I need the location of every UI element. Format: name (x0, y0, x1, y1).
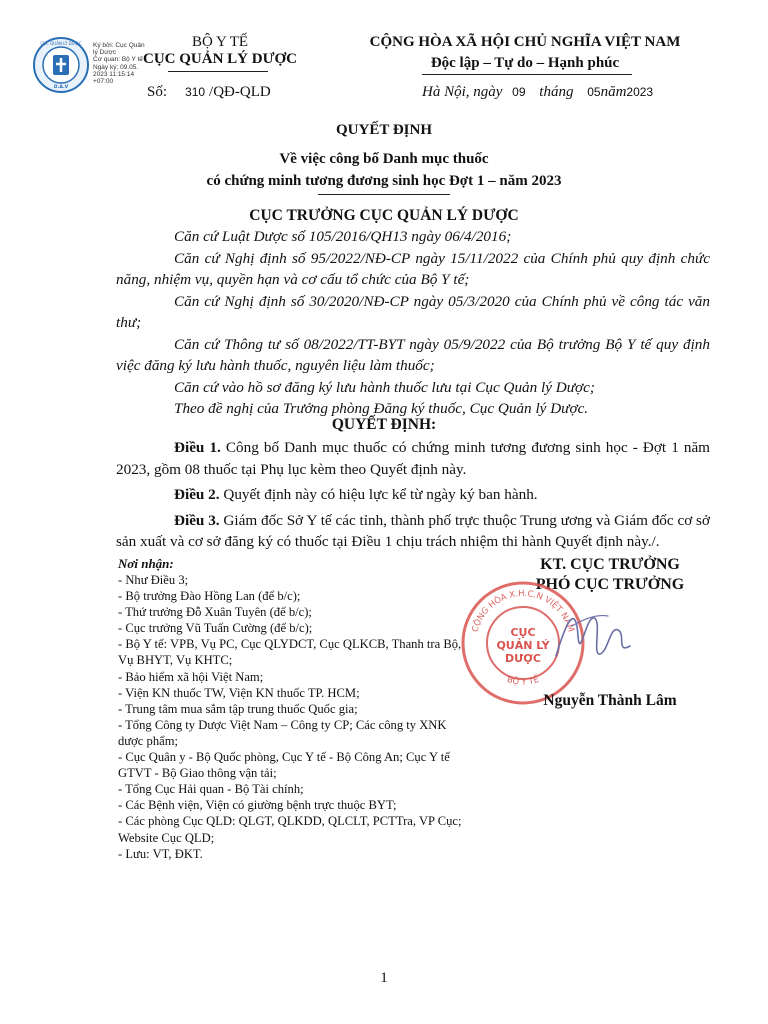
seal-ring-text: CỘNG HÒA X.H.C.N VIỆT NAM (470, 588, 576, 634)
basis-item: Căn cứ vào hồ sơ đăng ký lưu hành thuốc lưu tại Cục Quản lý Dược; (174, 378, 595, 396)
logo-bottom-text: D.A.V (53, 85, 69, 90)
decision-title: QUYẾT ĐỊNH (336, 122, 432, 138)
page-number: 1 (380, 970, 388, 986)
article-2 (116, 484, 710, 506)
seal-center-1: CỤC (510, 626, 536, 639)
seal-center-2: QUẢN LÝ (496, 639, 550, 652)
national-motto: Độc lập – Tự do – Hạnh phúc (430, 55, 620, 71)
recipient-item: - Cục trưởng Vũ Tuấn Cường (để b/c); (118, 621, 313, 636)
legal-bases (116, 226, 710, 420)
handwritten-signature (548, 596, 638, 676)
agency-underline (168, 71, 268, 72)
decision-subject-1: Về việc công bố Danh mục thuốc (279, 151, 489, 167)
signature-title-2: PHÓ CỤC TRƯỞNG (535, 576, 685, 593)
date-day: 09 (512, 85, 526, 99)
number-value: 310 (185, 85, 206, 99)
recipient-item: - Lưu: VT, ĐKT. (118, 846, 203, 861)
recipient-item: - Cục Quân y - Bộ Quốc phòng, Cục Y tế - Bộ Công An; Cục Y tế GTVT - Bộ Giao thông vận tải; (118, 750, 450, 781)
sig-meta-line: lý Dược (93, 49, 117, 57)
logo-ring-text: CỤC QUẢN LÝ DƯỢC (40, 41, 82, 46)
recipient-item: - Bảo hiểm xã hội Việt Nam; (118, 669, 264, 684)
country-name: CỘNG HÒA XÃ HỘI CHỦ NGHĨA VIỆT NAM (369, 34, 681, 50)
date-month: 05 (587, 85, 601, 99)
recipient-item: - Thứ trưởng Đỗ Xuân Tuyên (để b/c); (118, 605, 312, 620)
article-label: Điều 2. (174, 486, 220, 503)
basis-item: Theo đề nghị của Trưởng phòng Đăng ký thuốc, Cục Quản lý Dược. (174, 400, 589, 417)
basis-item: Căn cứ Luật Dược số 105/2016/QH13 ngày 06/4/2016; (174, 228, 512, 245)
date-year: 2023 (626, 85, 654, 99)
basis-item: Căn cứ Thông tư số 08/2022/TT-BYT ngày 05/9/2022 của Bộ trưởng Bộ Y tế quy định việc đăng ký lưu hành thuốc, nguyên liệu làm thuốc; (116, 335, 710, 374)
article-text: Công bố Danh mục thuốc có chứng minh tương đương sinh học - Đợt 1 năm 2023, gồm 08 thuốc tại Phụ lục kèm theo Quyết định này. (116, 439, 710, 478)
basis-item: Căn cứ Nghị định số 30/2020/NĐ-CP ngày 05/3/2020 của Chính phủ về công tác văn thư; (116, 292, 710, 331)
recipient-item: - Các phòng Cục QLD: QLGT, QLKDD, QLCLT, PCTTra, VP Cục; Website Cục QLD; (118, 814, 462, 845)
decides-heading: QUYẾT ĐỊNH: (331, 416, 437, 433)
sig-meta-line: 2023 11:15:14 (93, 70, 135, 78)
agency-name: CỤC QUẢN LÝ DƯỢC (142, 51, 298, 67)
article-text: Giám đốc Sở Y tế các tỉnh, thành phố trực thuộc Trung ương và Giám đốc cơ sở sản xuất và cơ sở đăng ký có thuốc tại Điều 1 chịu trách nhiệm thi hành Quyết định này./. (116, 511, 711, 550)
date-year-label: năm (600, 84, 627, 100)
article-1 (116, 437, 710, 480)
date-month-label: tháng (539, 84, 574, 100)
decision-subject-2: có chứng minh tương đương sinh học Đợt 1 – năm 2023 (206, 173, 562, 189)
articles (116, 437, 710, 553)
article-label: Điều 3. (174, 511, 220, 529)
agency-logo (32, 36, 90, 94)
number-prefix: Số: (147, 84, 168, 100)
sig-meta-line: Cơ quan: Bộ Y tế (93, 56, 143, 64)
recipient-item: - Như Điều 3; (118, 573, 189, 587)
basis-item: Căn cứ Nghị định số 95/2022/NĐ-CP ngày 15/11/2022 của Chính phủ quy định chức năng, nhiệm vụ, quyền hạn và cơ cấu tổ chức của Bộ Y tế; (116, 249, 710, 288)
subject-underline (318, 194, 450, 195)
recipient-item: - Trung tâm mua sắm tập trung thuốc Quốc gia; (118, 701, 358, 716)
date-place: Hà Nội, ngày (422, 84, 503, 100)
recipient-item: - Viện KN thuốc TW, Viện KN thuốc TP. HCM; (118, 685, 360, 700)
recipient-item: - Bộ trưởng Đào Hồng Lan (để b/c); (118, 589, 301, 604)
recipient-item: - Các Bệnh viện, Viện có giường bệnh trực thuộc BYT; (118, 798, 397, 813)
agency-parent: BỘ Y TẾ (191, 34, 249, 50)
recipient-item: - Tổng Cục Hải quan - Bộ Tài chính; (118, 782, 304, 797)
sig-meta-line: +07:00 (93, 78, 114, 86)
recipients-list (118, 572, 468, 862)
motto-underline (422, 74, 632, 75)
signer-name: Nguyễn Thành Lâm (543, 692, 677, 709)
signature-title-1: KT. CỤC TRƯỞNG (540, 556, 680, 573)
decision-authority: CỤC TRƯỞNG CỤC QUẢN LÝ DƯỢC (249, 207, 519, 224)
document-date (422, 84, 653, 101)
seal-bottom-text: BỘ Y TẾ (505, 674, 541, 688)
recipients-title: Nơi nhận: (118, 556, 174, 571)
article-text: Quyết định này có hiệu lực kể từ ngày ký ban hành. (223, 486, 538, 503)
svg-text:BỘ Y TẾ (506, 673, 541, 688)
sig-meta-line: Ngày ký: 09.05. (93, 63, 139, 71)
sig-meta-line: Ký bởi: Cục Quản (93, 42, 145, 49)
document-number (147, 84, 271, 101)
article-3 (116, 510, 710, 553)
seal-center-3: DƯỢC (504, 652, 542, 665)
article-label: Điều 1. (174, 439, 221, 456)
number-suffix: /QĐ-QLD (209, 84, 271, 100)
recipient-item: - Tổng Công ty Dược Việt Nam – Công ty CP; Các công ty XNK dược phẩm; (118, 717, 447, 748)
recipient-item: - Bộ Y tế: VPB, Vụ PC, Cục QLYDCT, Cục QLKCB, Thanh tra Bộ, Vụ BHYT, Vụ KHTC; (118, 637, 462, 668)
